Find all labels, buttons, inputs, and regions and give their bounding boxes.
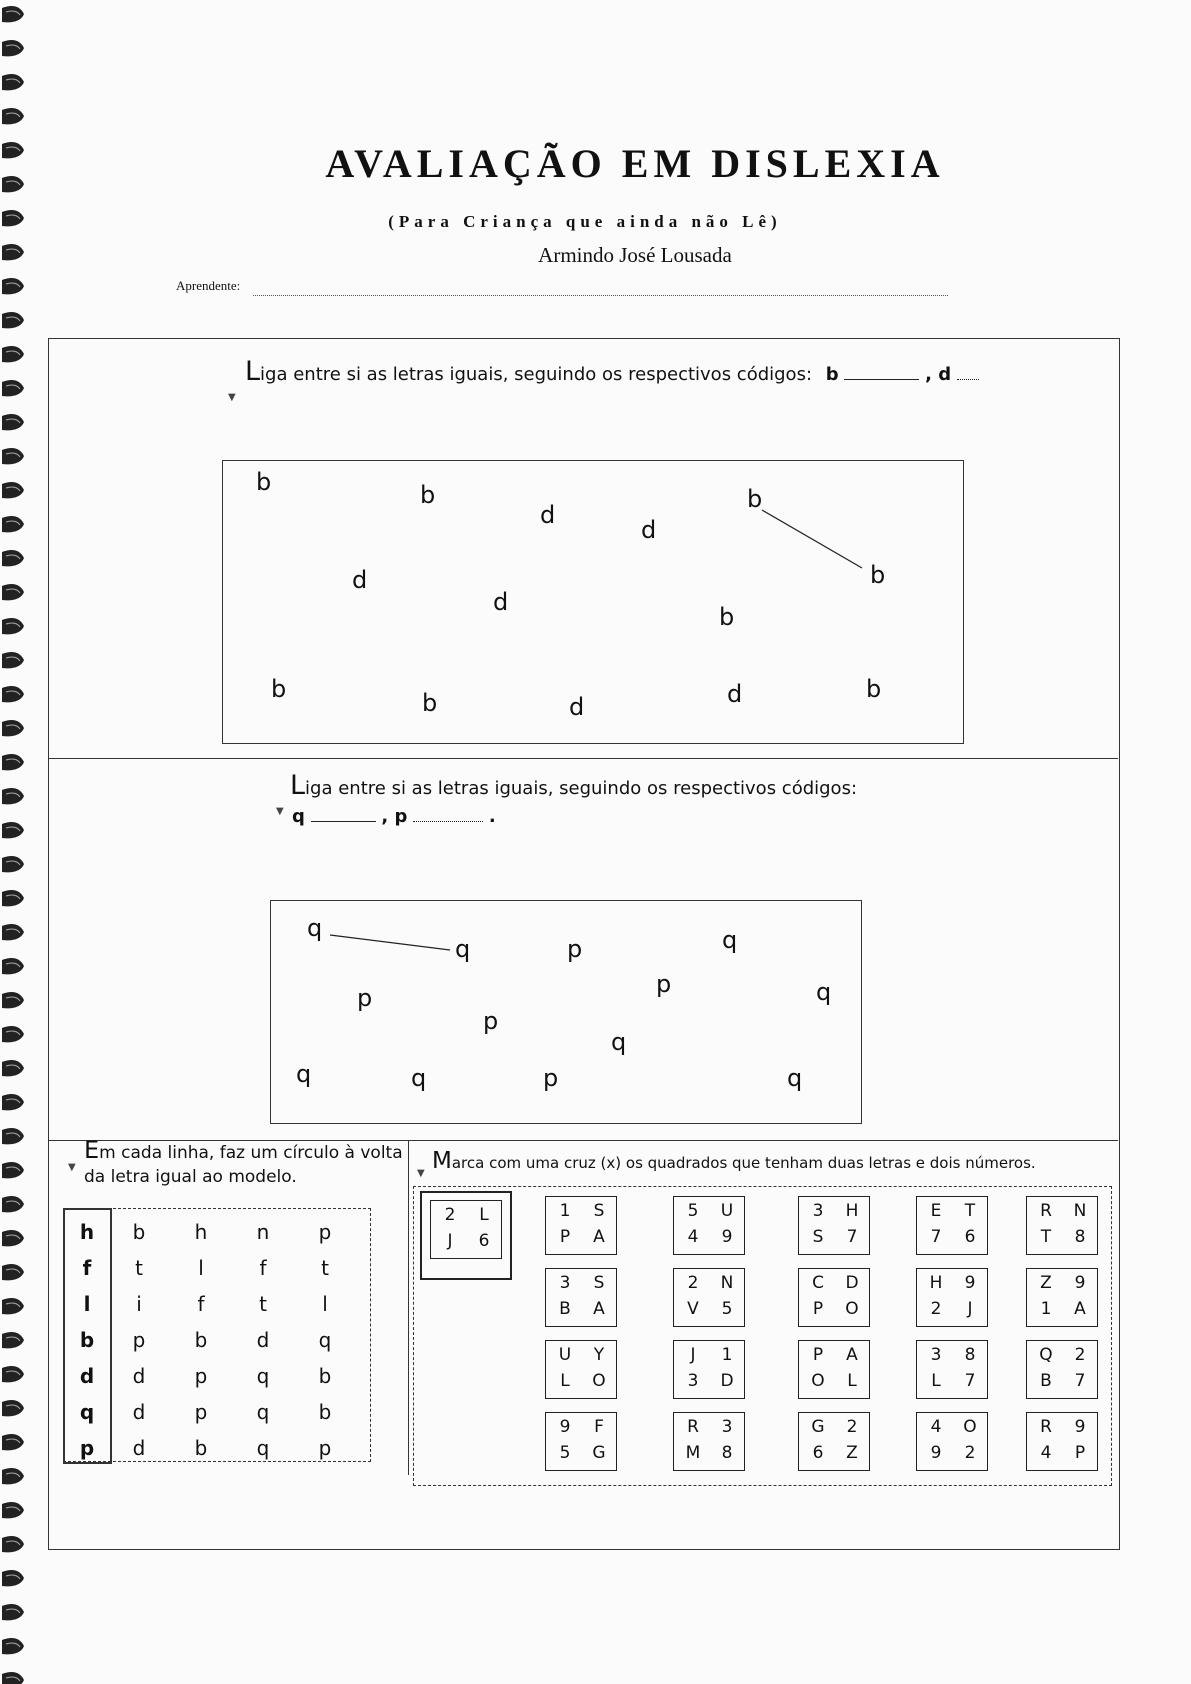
cell-char: H — [845, 1201, 859, 1221]
cell-char: D — [720, 1371, 734, 1391]
exercise1-letter[interactable]: b — [420, 481, 436, 509]
exercise4-cell[interactable] — [798, 1340, 870, 1399]
choice-letter[interactable]: b — [132, 1220, 146, 1244]
exercise4-cell[interactable] — [1026, 1268, 1098, 1327]
exercise2-initial: L — [290, 770, 306, 801]
cell-char: Z — [1040, 1273, 1052, 1293]
cell-char: R — [1040, 1417, 1052, 1437]
exercise2-letter[interactable]: p — [357, 984, 373, 1012]
model-char: L — [479, 1205, 489, 1225]
exercise3-row — [66, 1214, 356, 1250]
choice-letter[interactable]: p — [132, 1328, 146, 1352]
exercise4-cell[interactable] — [798, 1268, 870, 1327]
exercise3-instruction — [84, 1138, 403, 1189]
cell-char: G — [811, 1417, 825, 1437]
exercise4-cell[interactable] — [916, 1412, 988, 1471]
cell-char: C — [812, 1273, 824, 1293]
exercise2-code-q: q — [292, 806, 305, 827]
cell-char: B — [1040, 1371, 1052, 1391]
exercise4-cell[interactable] — [798, 1412, 870, 1471]
cell-char: 8 — [1074, 1227, 1086, 1247]
exercise4-grid-box — [413, 1186, 1112, 1486]
exercise4-cell[interactable] — [798, 1196, 870, 1255]
choice-letter[interactable]: p — [194, 1400, 208, 1424]
exercise2-period: . — [488, 806, 496, 827]
exercise4-cell[interactable] — [916, 1268, 988, 1327]
exercise2-letter[interactable]: q — [296, 1060, 312, 1088]
cell-char: U — [720, 1201, 734, 1221]
cell-char: 6 — [964, 1227, 976, 1247]
divider-vertical — [408, 1140, 409, 1475]
choice-letter[interactable]: t — [135, 1256, 143, 1280]
cell-char: J — [967, 1299, 973, 1319]
cell-char: 9 — [930, 1443, 942, 1463]
choice-letter[interactable]: d — [256, 1328, 270, 1352]
cell-char: A — [1074, 1299, 1086, 1319]
exercise3-row — [66, 1322, 356, 1358]
learner-label: Aprendente: — [176, 278, 241, 293]
model-letter: d — [79, 1364, 95, 1388]
model-letter: h — [79, 1220, 95, 1244]
cell-char: 3 — [687, 1371, 699, 1391]
exercise1-letter[interactable]: b — [747, 485, 763, 513]
cell-char: 6 — [812, 1443, 824, 1463]
cell-char: A — [846, 1345, 858, 1365]
exercise3-row — [66, 1394, 356, 1430]
exercise3-initial: E — [84, 1136, 100, 1164]
cell-char: L — [560, 1371, 570, 1391]
choice-letter[interactable]: i — [136, 1292, 142, 1316]
exercise3-line1: m cada linha, faz um círculo à volta — [99, 1143, 403, 1163]
exercise1-letter[interactable]: b — [422, 689, 438, 717]
choice-letter[interactable]: d — [132, 1364, 146, 1388]
exercise2-line-q[interactable] — [311, 821, 376, 822]
exercise1-code-d: , d — [925, 364, 952, 385]
cell-char: D — [845, 1273, 859, 1293]
exercise2-letter[interactable]: p — [656, 970, 672, 998]
exercise2-line-p[interactable] — [413, 821, 483, 822]
cell-char: P — [1074, 1443, 1086, 1463]
exercise4-instruction — [432, 1148, 1036, 1174]
exercise4-text: arca com uma cruz (x) os quadrados que tenham duas letras e dois números. — [451, 1154, 1036, 1172]
cell-char: T — [964, 1201, 976, 1221]
cell-char: L — [931, 1371, 941, 1391]
cell-char: 7 — [846, 1227, 858, 1247]
exercise1-letter[interactable]: b — [719, 603, 735, 631]
choice-letter[interactable]: b — [318, 1364, 332, 1388]
exercise4-cell[interactable] — [545, 1340, 617, 1399]
cell-char: P — [812, 1345, 824, 1365]
cell-char: Q — [1039, 1345, 1053, 1365]
cell-char: 5 — [687, 1201, 699, 1221]
exercise2-code-p: , p — [381, 806, 408, 827]
exercise4-cell[interactable] — [545, 1412, 617, 1471]
cell-char: 9 — [964, 1273, 976, 1293]
model-letter: p — [79, 1436, 95, 1460]
choice-letter[interactable]: t — [321, 1256, 329, 1280]
cell-char: 2 — [846, 1417, 858, 1437]
page-title: AVALIAÇÃO EM DISLEXIA — [325, 141, 945, 186]
author-name: Armindo José Lousada — [538, 243, 732, 267]
exercise4-cell[interactable] — [545, 1268, 617, 1327]
cell-char: L — [847, 1371, 857, 1391]
cell-char: A — [593, 1227, 605, 1247]
cell-char: 7 — [964, 1371, 976, 1391]
cell-char: O — [811, 1371, 825, 1391]
choice-letter[interactable]: d — [132, 1436, 146, 1460]
cell-char: 9 — [721, 1227, 733, 1247]
cell-char: A — [593, 1299, 605, 1319]
exercise1-letter[interactable]: d — [540, 501, 556, 529]
exercise2-letter[interactable]: q — [816, 978, 832, 1006]
cell-char: Y — [593, 1345, 605, 1365]
cell-char: P — [559, 1227, 571, 1247]
cell-char: M — [685, 1443, 701, 1463]
cell-char: 9 — [1074, 1273, 1086, 1293]
exercise4-cell[interactable] — [673, 1412, 745, 1471]
exercise1-letter[interactable]: b — [866, 675, 882, 703]
cell-char: N — [1073, 1201, 1087, 1221]
exercise1-marker-icon: ▼ — [228, 392, 236, 403]
cell-char: B — [559, 1299, 571, 1319]
exercise2-codes — [292, 806, 496, 827]
exercise2-text: iga entre si as letras iguais, seguindo os respectivos códigos: — [305, 778, 858, 799]
cell-char: 9 — [559, 1417, 571, 1437]
cell-char: S — [593, 1273, 605, 1293]
cell-char: 3 — [930, 1345, 942, 1365]
choice-letter[interactable]: l — [322, 1292, 328, 1316]
choice-letter[interactable]: d — [132, 1400, 146, 1424]
cell-char: O — [592, 1371, 606, 1391]
cell-char: 1 — [1040, 1299, 1052, 1319]
cell-char: 2 — [1074, 1345, 1086, 1365]
cell-char: O — [845, 1299, 859, 1319]
exercise3-line2: da letra igual ao modelo. — [84, 1167, 297, 1187]
exercise2-letter[interactable]: q — [307, 914, 323, 942]
cell-char: 2 — [687, 1273, 699, 1293]
choice-letter[interactable]: b — [318, 1400, 332, 1424]
cell-char: 2 — [930, 1299, 942, 1319]
cell-char: 4 — [930, 1417, 942, 1437]
exercise1-letter[interactable]: b — [271, 675, 287, 703]
exercise1-letter[interactable]: d — [641, 516, 657, 544]
exercise4-cell[interactable] — [916, 1340, 988, 1399]
exercise1-code-b: b — [825, 364, 839, 385]
cell-char: 2 — [964, 1443, 976, 1463]
exercise4-initial: M — [432, 1148, 452, 1174]
exercise3-marker-icon: ▼ — [68, 1162, 76, 1173]
cell-char: 3 — [559, 1273, 571, 1293]
exercise2-letter[interactable]: q — [611, 1028, 627, 1056]
model-char: 6 — [478, 1231, 490, 1251]
cell-char: 8 — [964, 1345, 976, 1365]
exercise2-letter[interactable]: p — [567, 935, 583, 963]
cell-char: U — [558, 1345, 572, 1365]
model-letter: b — [79, 1328, 95, 1352]
exercise1-letter[interactable]: d — [352, 566, 368, 594]
cell-char: S — [812, 1227, 824, 1247]
exercise4-cell[interactable] — [673, 1340, 745, 1399]
cell-char: T — [1040, 1227, 1052, 1247]
cell-char: E — [930, 1201, 942, 1221]
choice-letter[interactable]: l — [198, 1256, 204, 1280]
cell-char: 1 — [559, 1201, 571, 1221]
choice-letter[interactable]: q — [318, 1328, 332, 1352]
exercise4-cell[interactable] — [1026, 1412, 1098, 1471]
exercise1-initial: L — [245, 356, 261, 387]
exercise4-cell[interactable] — [1026, 1196, 1098, 1255]
choice-letter[interactable]: q — [256, 1436, 270, 1460]
cell-char: 1 — [721, 1345, 733, 1365]
exercise1-letter[interactable]: d — [727, 680, 743, 708]
exercise2-instruction — [290, 770, 857, 801]
cell-char: Z — [846, 1443, 858, 1463]
exercise1-text: iga entre si as letras iguais, seguindo os respectivos códigos: — [260, 364, 813, 385]
exercise4-marker-icon: ▼ — [417, 1168, 425, 1179]
cell-char: 9 — [1074, 1417, 1086, 1437]
cell-char: V — [687, 1299, 699, 1319]
model-letter: q — [79, 1400, 95, 1424]
cell-char: 5 — [721, 1299, 733, 1319]
choice-letter[interactable]: b — [194, 1436, 208, 1460]
exercise4-cell[interactable] — [673, 1196, 745, 1255]
model-letter: l — [83, 1292, 91, 1316]
cell-char: 7 — [1074, 1371, 1086, 1391]
cell-char: 7 — [930, 1227, 942, 1247]
cell-char: 3 — [812, 1201, 824, 1221]
exercise2-letter[interactable]: q — [787, 1064, 803, 1092]
exercise3-row — [66, 1286, 356, 1322]
cell-char: 5 — [559, 1443, 571, 1463]
choice-letter[interactable]: p — [318, 1436, 332, 1460]
exercise4-model-cell — [430, 1200, 502, 1259]
choice-letter[interactable]: b — [194, 1328, 208, 1352]
exercise4-cell[interactable] — [673, 1268, 745, 1327]
exercise1-sample-line — [762, 510, 862, 568]
cell-char: S — [593, 1201, 605, 1221]
choice-letter[interactable]: q — [256, 1400, 270, 1424]
exercise4-cell[interactable] — [916, 1196, 988, 1255]
exercise4-cell[interactable] — [545, 1196, 617, 1255]
exercise3-row — [66, 1250, 356, 1286]
cell-char: R — [687, 1417, 699, 1437]
exercise2-letter[interactable]: q — [411, 1064, 427, 1092]
exercise2-marker-icon: ▼ — [276, 806, 284, 817]
exercise1-letter[interactable]: b — [256, 468, 272, 496]
exercise2-letter[interactable]: p — [483, 1007, 499, 1035]
choice-letter[interactable]: t — [259, 1292, 267, 1316]
choice-letter[interactable]: h — [194, 1220, 208, 1244]
cell-char: 8 — [721, 1443, 733, 1463]
exercise1-letter[interactable]: d — [493, 588, 509, 616]
choice-letter[interactable]: f — [259, 1256, 267, 1280]
choice-letter[interactable]: p — [318, 1220, 332, 1244]
exercise3-letter-grid — [66, 1214, 356, 1466]
cell-char: R — [1040, 1201, 1052, 1221]
exercise3-row — [66, 1430, 356, 1466]
exercise4-cell[interactable] — [1026, 1340, 1098, 1399]
exercise1-letter[interactable]: d — [569, 693, 585, 721]
choice-letter[interactable]: q — [256, 1364, 270, 1388]
cell-char: G — [592, 1443, 606, 1463]
exercise1-letter[interactable]: b — [870, 561, 886, 589]
choice-letter[interactable]: n — [256, 1220, 270, 1244]
cell-char: P — [812, 1299, 824, 1319]
exercise2-letter-box — [270, 900, 862, 1124]
cell-char: N — [720, 1273, 734, 1293]
cell-char: H — [929, 1273, 943, 1293]
cell-char: 4 — [687, 1227, 699, 1247]
cell-char: J — [690, 1345, 696, 1365]
model-char: J — [447, 1231, 453, 1251]
exercise2-letter[interactable]: p — [543, 1064, 559, 1092]
cell-char: F — [594, 1417, 604, 1437]
cell-char: 4 — [1040, 1443, 1052, 1463]
cell-char: 3 — [721, 1417, 733, 1437]
cell-char: O — [963, 1417, 977, 1437]
page-subtitle: (Para Criança que ainda não Lê) — [388, 212, 782, 231]
exercise2-letter[interactable]: q — [455, 935, 471, 963]
choice-letter[interactable]: f — [197, 1292, 205, 1316]
model-letter: f — [82, 1256, 92, 1280]
exercise3-row — [66, 1358, 356, 1394]
exercise2-letter[interactable]: q — [722, 926, 738, 954]
model-char: 2 — [444, 1205, 456, 1225]
choice-letter[interactable]: p — [194, 1364, 208, 1388]
